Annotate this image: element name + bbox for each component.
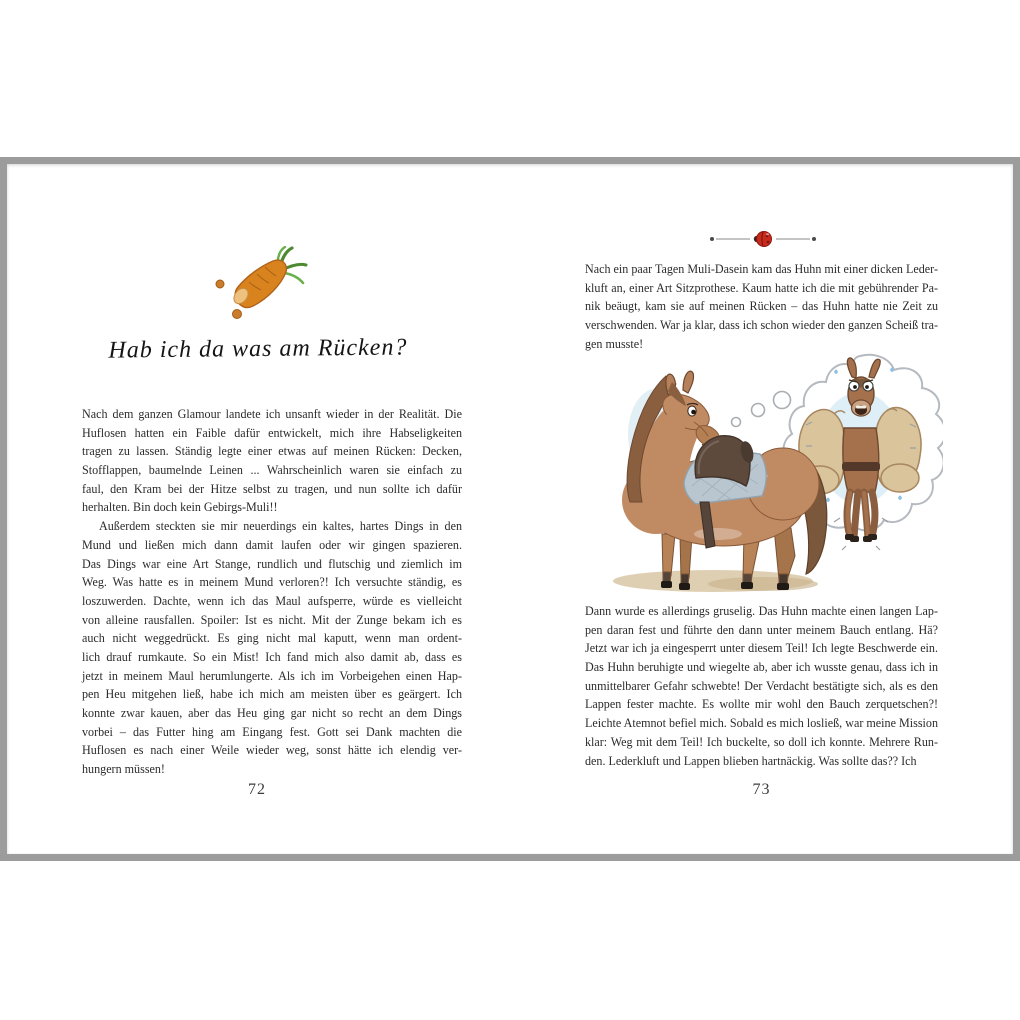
donkey-torso — [843, 428, 879, 492]
belly-highlight — [694, 528, 742, 540]
thought-bubbles — [732, 392, 791, 427]
right-page-number: 73 — [752, 781, 771, 798]
divider-dot — [710, 237, 714, 241]
donkey-teeth — [856, 406, 866, 409]
right-page-body-text-bottom: Dann wurde es allerdings gruselig. Das Huhn machte einen langen Lap- pen daran fest und führte den dann unter meinem Bauch entlang. Hä? Jetzt war ich ja eingesperrt unter diesem Teil! Ich legte Beschwerde ein. Das Huhn beruhigte und wiegelte ab, aber ich wusste genau, dass ich in unmittelbarer Gefahr schwebte! Der Verdacht bestätigte sich, als es den Lappen fester machte. Es wollte mir wohl den Bauch zerquetschen?! Leichte Atemnot befiel mich. Sobald es mich losließ, war meine Mission klar: Weg mit dem Teil! Ich buckelte, so doll ich konnte. Mehrere Run- den. Lederkluft und Lappen blieben hartnäckig. Was sollte das?? Ich — [585, 604, 938, 768]
carrot-crumb — [216, 280, 224, 288]
left-page-number: 72 — [248, 781, 266, 798]
divider-dot — [812, 237, 816, 241]
carrot-icon — [200, 246, 315, 330]
ladybug-divider — [707, 226, 819, 252]
ladybug-icon — [754, 232, 772, 247]
pack-strap — [842, 462, 880, 471]
horse-thought-illustration — [598, 352, 943, 602]
right-page-body-text-top: Nach ein paar Tagen Muli-Dasein kam das Huhn mit einer dicken Leder- kluft an, einer Art Sitzprothese. Kaum hatte ich die mit gebührender Pa- nik beäugt, kam sie auf meinen Rücken – das Huhn hatte nie Zeit zu verschwenden. War ja klar, dass ich schon wieder den ganzen Scheiß tra- gen musste! — [585, 262, 938, 351]
horse — [622, 371, 827, 590]
donkey-hooves — [845, 534, 877, 542]
left-page-body-text: Nach dem ganzen Glamour landete ich unsanft wieder in der Realität. Die Huflosen hatten ein Faible dafür entwickelt, mich ihre Habseligkeiten tragen zu lassen. Ständig legte einer etwas auf meinen Rücken: Decken, Stofflappen, baumelnde Leinen ... Wahrscheinlich waren sie einfach zu faul, den Kram bei der Hitze selbst zu tragen, und nun sollte ich dafür herhalten. Bin doch kein Gebirgs-Muli!! Außerdem steckten sie mir neuerdings ein kaltes, hartes Dings in den Mund und ließen mich dann damit laufen oder wir gingen spazieren. Das Dings war eine Art Stange, rundlich und flutschig und ziemlich im Weg. Was hatte es in meinem Mund verloren?! Ich versuchte ständig, es loszuwerden. Dachte, wenn ich das Maul aufsperre, würde es vielleicht von alleine rausfallen. Spoiler: Ist es nicht. Mit der Zunge bekam ich es auch nicht weggedrückt. Es ging nicht mal kaputt, wenn man ordent- lich drauf rumkaute. So ein Mist! Ich fand mich also damit ab, dass es jetzt in meinem Maul herumlungerte. Als ich im Vorbeigehen einen Hap- pen Heu mitgehen ließ, habe ich mich am meisten über es geärgert. Ich konnte zwar kauen, aber das Heu ging gar nicht so recht an dem Dings vorbei – das Futter hing am Eingang fest. Gott sei Dank machten die Huflosen es nach einer Weile wieder weg, sonst hätte ich elendig ver- hungern müssen! — [82, 407, 462, 777]
chapter-heading: Hab ich da was am Rücken? — [108, 334, 408, 364]
carrot-crumb — [233, 310, 242, 319]
